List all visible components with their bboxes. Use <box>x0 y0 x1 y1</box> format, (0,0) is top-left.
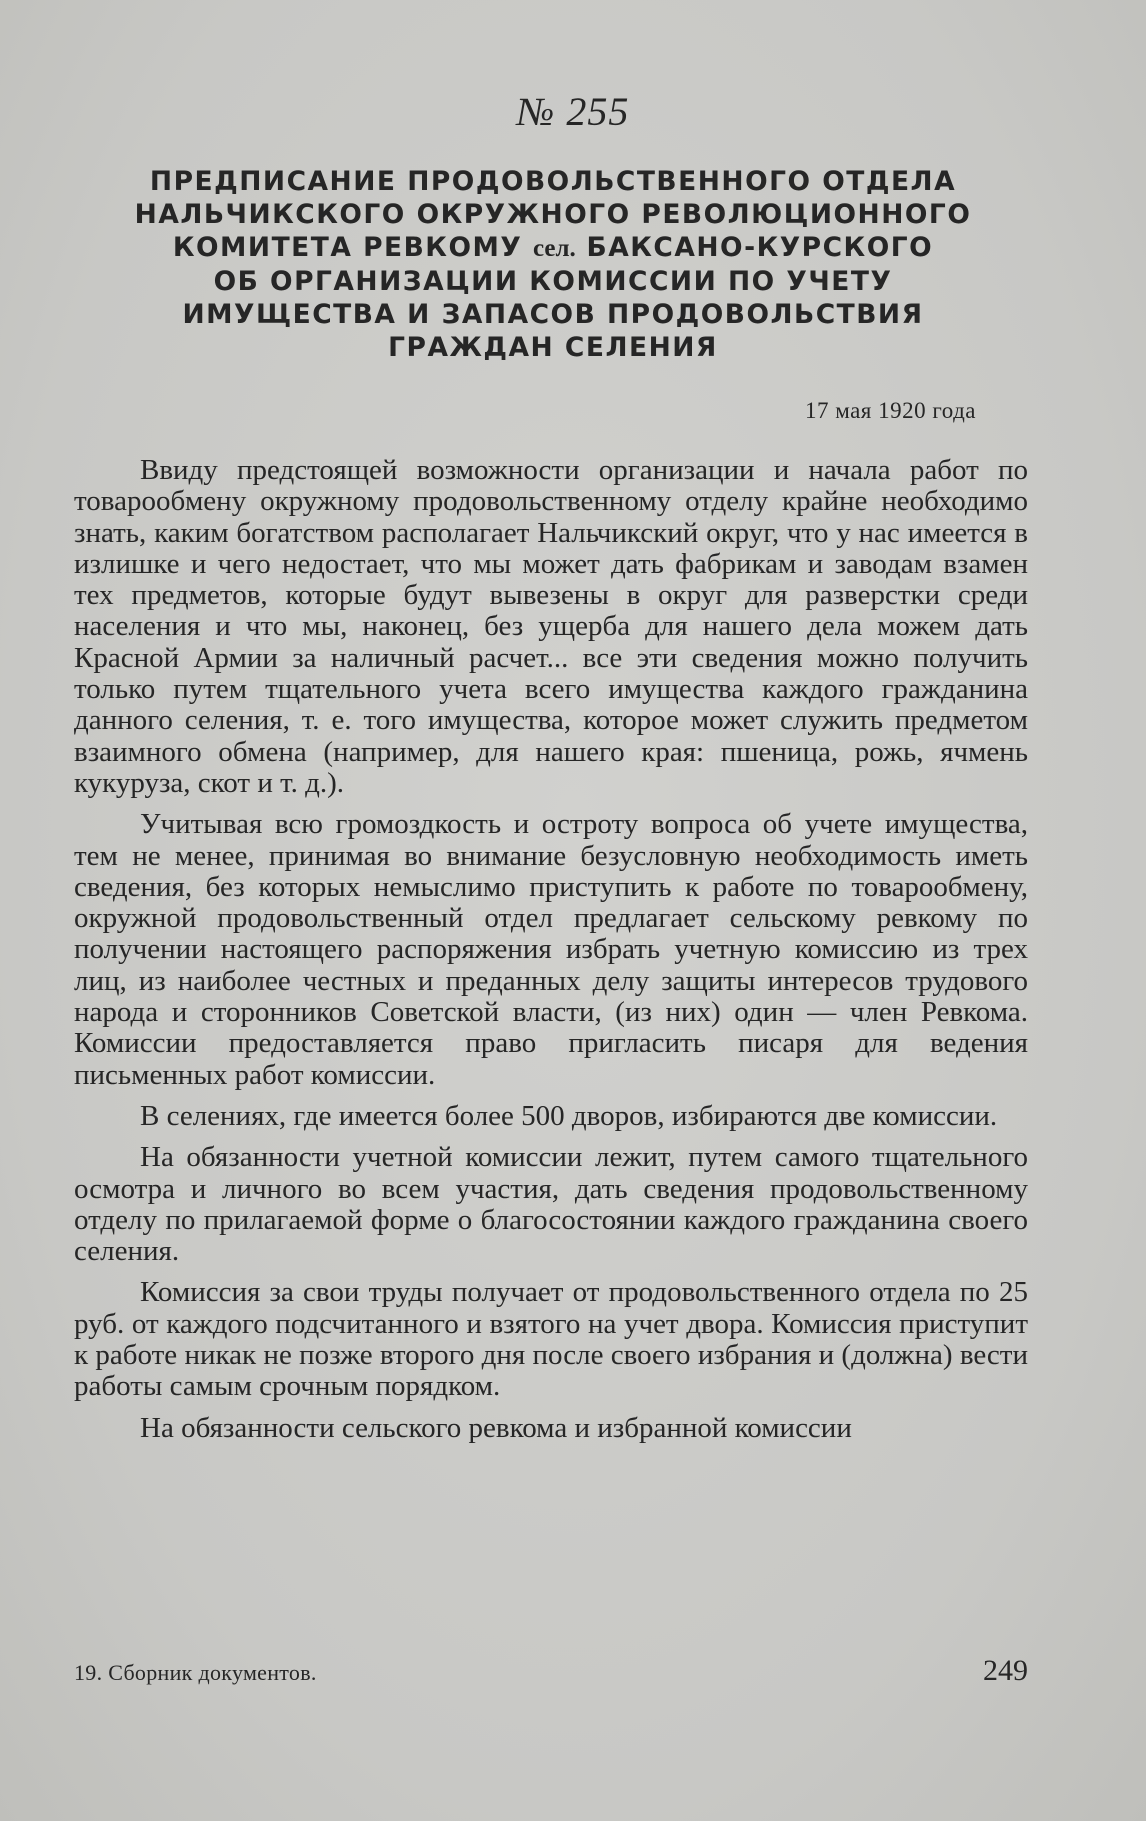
title-line-5: ИМУЩЕСТВА И ЗАПАСОВ ПРОДОВОЛЬСТВИЯ <box>182 299 924 330</box>
title-line-3-part-a: КОМИТЕТА РЕВКОМУ <box>172 232 534 263</box>
paragraph: В селениях, где имеется более 500 дворов, избираются две комиссии. <box>140 1099 998 1132</box>
paragraph: Ввиду предстоящей возможности организации и начала работ по товарообмену окружному продовольственному отделу крайне необходимо знать, каким богатством располагает Нальчикский округ, что у нас имеется в излишке и чего недостает, что мы может дать фабрикам и заводам взамен тех предметов, которые будут вывезены в округ для разверстки среди населения и что мы, наконец, без ущерба для нашего дела можем дать Красной Армии за наличный расчет... все эти сведения можно получить только путем тщательного учета всего имущества каждого гражданина данного селения, т. е. того имущества, которое может служить предметом взаимного обмена (например, для нашего края: пшеница, рожь, ячмень кукуруза, скот и т. д.). <box>74 454 1028 799</box>
document-date: 17 мая 1920 года <box>804 398 976 423</box>
document-title <box>100 165 1006 364</box>
paragraph: Учитывая всю громоздкость и остроту вопроса об учете имущества, тем не менее, принимая во внимание безусловную необходимость иметь сведения, без которых немыслимо приступить к работе по товарообмену, окружной продовольственный отдел предлагает сельскому ревкому по получении настоящего распоряжения избрать учетную комиссию из трех лиц, из наиболее честных и преданных делу защиты интересов трудового народа и сторонников Советской власти, (из них) один — член Ревкома. Комиссии предоставляется право пригласить писаря для ведения письменных работ комиссии. <box>74 808 1028 1091</box>
title-line-3 <box>100 231 1006 265</box>
title-line-1: ПРЕДПИСАНИЕ ПРОДОВОЛЬСТВЕННОГО ОТДЕЛА <box>149 166 957 197</box>
title-line-2: НАЛЬЧИКСКОГО ОКРУЖНОГО РЕВОЛЮЦИОННОГО <box>134 199 972 230</box>
paragraph: Комиссия за свои труды получает от продовольственного отдела по 25 руб. от каждого подсчитанного и взятого на учет двора. Комиссия приступит к работе никак не позже второго дня после своего избрания и (должна) вести работы самым срочным порядком. <box>74 1276 1028 1403</box>
page-number: 249 <box>983 1654 1028 1687</box>
title-line-6: ГРАЖДАН СЕЛЕНИЯ <box>388 332 718 363</box>
paragraph: На обязанности учетной комиссии лежит, путем самого тщательного осмотра и личного во всем участия, дать сведения продовольственному отделу по прилагаемой форме о благосостоянии каждого гражданина своего селения. <box>74 1141 1028 1268</box>
paragraph: На обязанности сельского ревкома и избранной комиссии <box>140 1411 852 1444</box>
document-body <box>74 455 1028 1454</box>
footer-source-note: 19. Сборник документов. <box>74 1660 317 1685</box>
title-line-3-part-b: БАКСАНО-КУРСКОГО <box>575 232 934 263</box>
title-abbrev-sel: сел. <box>533 235 576 262</box>
title-line-4: ОБ ОРГАНИЗАЦИИ КОМИССИИ ПО УЧЕТУ <box>213 266 893 297</box>
document-number: № 255 <box>516 89 630 134</box>
